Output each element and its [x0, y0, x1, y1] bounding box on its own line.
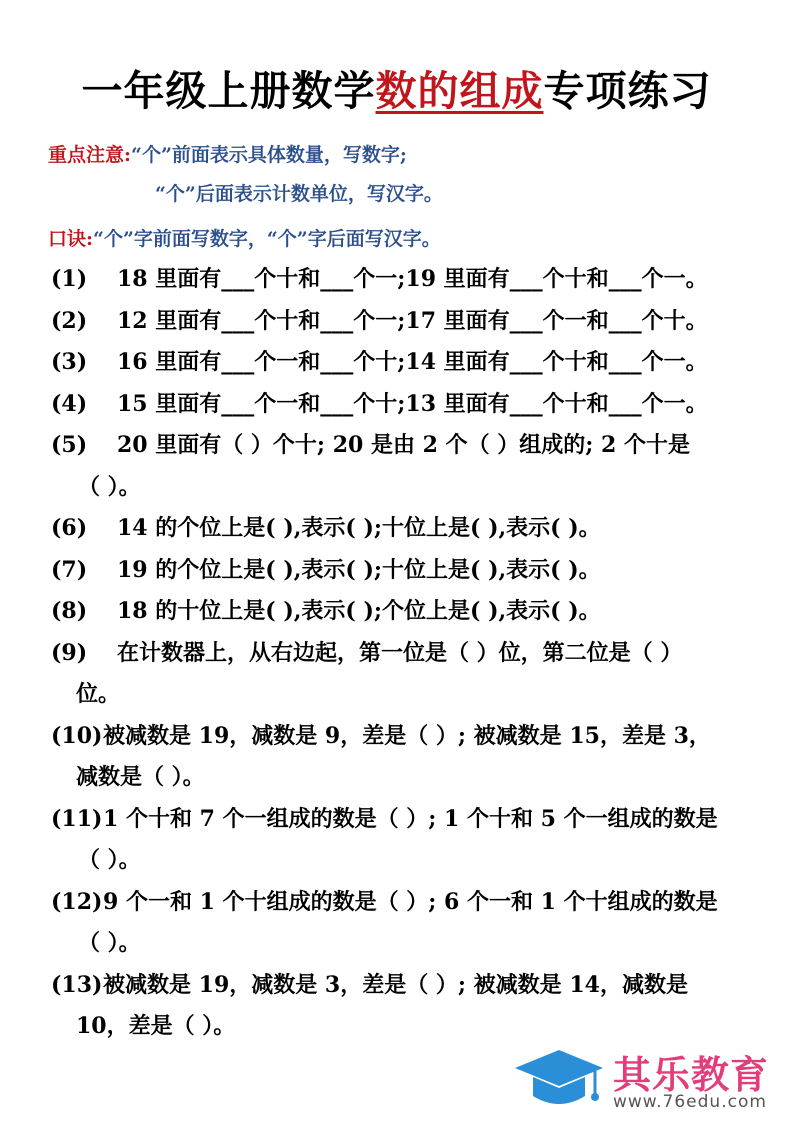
- question-number: (3): [51, 349, 88, 375]
- question-11-continuation: （ ）。: [78, 847, 141, 873]
- question-number: (10): [51, 723, 103, 749]
- question-number: (1): [51, 266, 88, 292]
- question-text: 9 个一和 1 个十组成的数是（ ）; 6 个一和 1 个十组成的数是: [103, 889, 718, 915]
- question-2: [51, 304, 761, 335]
- question-1: [51, 262, 761, 293]
- question-5: [51, 428, 761, 459]
- question-text: 1 个十和 7 个一组成的数是（ ）; 1 个十和 5 个一组成的数是: [103, 806, 718, 832]
- note-text-2: “个”后面表示计数单位，写汉字。: [155, 183, 443, 205]
- title-after: 专项练习: [543, 67, 712, 115]
- question-11: [51, 802, 761, 833]
- question-text: 14 的个位上是( ),表示( );十位上是( ),表示( )。: [117, 515, 601, 541]
- brand-url: www.76edu.com: [613, 1092, 767, 1112]
- question-number: (11): [51, 806, 103, 832]
- question-7: [51, 553, 761, 584]
- title-before: 一年级上册数学: [81, 67, 376, 115]
- question-number: (7): [51, 557, 88, 583]
- question-number: (13): [51, 972, 103, 998]
- question-6: [51, 511, 761, 542]
- question-number: (6): [51, 515, 88, 541]
- question-text: 12 里面有___个十和___个一;17 里面有___个一和___个十。: [117, 308, 708, 334]
- question-number: (4): [51, 391, 88, 417]
- question-number: (2): [51, 308, 88, 334]
- question-text: 在计数器上，从右边起，第一位是（ ）位，第二位是（ ）: [117, 640, 683, 666]
- question-13-continuation: 10，差是（ ）。: [76, 1013, 236, 1039]
- question-5-continuation: （ ）。: [78, 474, 141, 500]
- question-4: [51, 387, 761, 418]
- question-text: 被减数是 19，减数是 3，差是（ ）; 被减数是 14，减数是: [103, 972, 688, 998]
- question-number: (8): [51, 598, 88, 624]
- note-text-3: “个”字前面写数字，“个”字后面写汉字。: [93, 228, 441, 250]
- question-number: (12): [51, 889, 103, 915]
- graduation-cap-icon: [511, 1046, 607, 1116]
- question-text: 18 的十位上是( ),表示( );个位上是( ),表示( )。: [117, 598, 601, 624]
- question-9: [51, 636, 761, 667]
- question-12: [51, 885, 761, 916]
- question-number: (5): [51, 432, 88, 458]
- question-text: 18 里面有___个十和___个一;19 里面有___个十和___个一。: [117, 266, 708, 292]
- question-text: 被减数是 19，减数是 9，差是（ ）; 被减数是 15，差是 3，: [103, 723, 711, 749]
- note-text-1: “个”前面表示具体数量，写数字;: [131, 144, 407, 166]
- question-9-continuation: 位。: [76, 681, 121, 707]
- question-13: [51, 968, 761, 999]
- question-10: [51, 719, 761, 750]
- title-highlight: 数的组成: [375, 67, 544, 115]
- brand-logo: [511, 1040, 793, 1122]
- brand-name: 其乐教育: [613, 1053, 770, 1097]
- note-label-mnemonic: 口诀:: [48, 228, 94, 250]
- question-12-continuation: （ ）。: [78, 930, 141, 956]
- question-text: 20 里面有（ ）个十; 20 是由 2 个（ ）组成的; 2 个十是: [117, 432, 691, 458]
- question-text: 19 的个位上是( ),表示( );十位上是( ),表示( )。: [117, 557, 601, 583]
- question-number: (9): [51, 640, 88, 666]
- question-text: 16 里面有___个一和___个十;14 里面有___个十和___个一。: [117, 349, 708, 375]
- question-text: 15 里面有___个一和___个十;13 里面有___个十和___个一。: [117, 391, 708, 417]
- page-title: [0, 58, 793, 117]
- note-line-3: [48, 224, 441, 251]
- question-10-continuation: 减数是（ ）。: [76, 764, 205, 790]
- note-line-2: [155, 179, 443, 206]
- question-8: [51, 594, 761, 625]
- note-line-1: [48, 140, 407, 167]
- note-label-key-points: 重点注意:: [48, 144, 132, 166]
- question-3: [51, 345, 761, 376]
